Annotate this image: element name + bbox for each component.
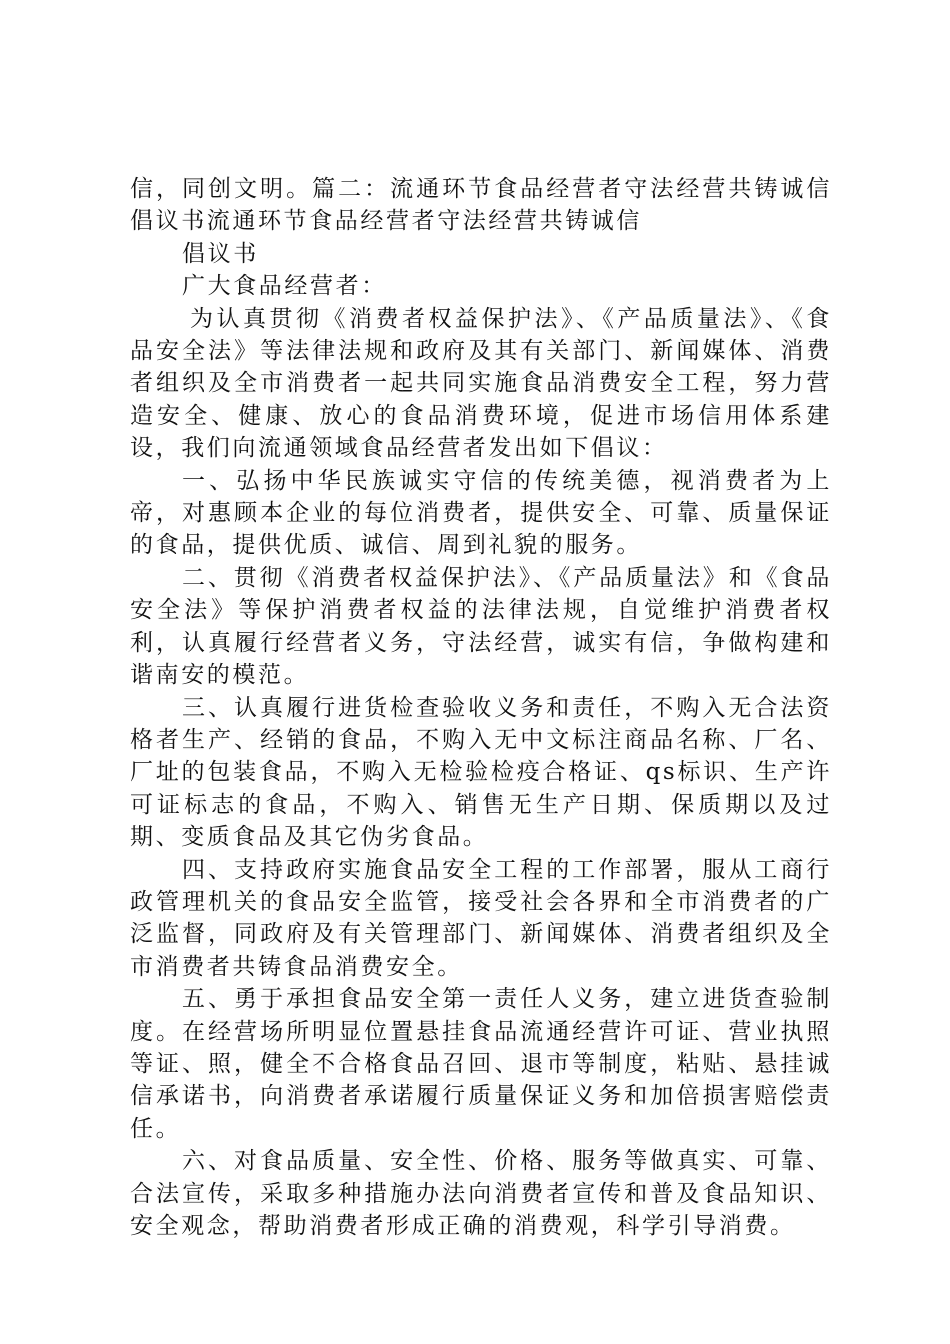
paragraph-item-3: 三、认真履行进货检查验收义务和责任，不购入无合法资格者生产、经销的食品，不购入无中文标注商品名称、厂名、厂址的包装食品，不购入无检验检疫合格证、qs标识、生产许可证标志的食品，不购入、销售无生产日期、保质期以及过期、变质食品及其它伪劣食品。 — [130, 694, 832, 851]
paragraph-item-6: 六、对食品质量、安全性、价格、服务等做真实、可靠、合法宣传，采取多种措施办法向消费者宣传和普及食品知识、安全观念，帮助消费者形成正确的消费观，科学引导消费。 — [130, 1148, 832, 1239]
paragraph-item-2: 二、贯彻《消费者权益保护法》、《产品质量法》和《食品安全法》等保护消费者权益的法律法规，自觉维护消费者权利，认真履行经营者义务，守法经营，诚实有信，争做构建和谐南安的模范。 — [130, 564, 832, 689]
document-body — [130, 173, 832, 1242]
paragraph-intro: 为认真贯彻《消费者权益保护法》、《产品质量法》、《食品安全法》等法律法规和政府及其有关部门、新闻媒体、消费者组织及全市消费者一起共同实施食品消费安全工程，努力营造安全、健康、放心的食品消费环境，促进市场信用体系建设，我们向流通领域食品经营者发出如下倡议： — [130, 305, 832, 462]
paragraph-item-1: 一、弘扬中华民族诚实守信的传统美德，视消费者为上帝，对惠顾本企业的每位消费者，提供安全、可靠、质量保证的食品，提供优质、诚信、周到礼貌的服务。 — [130, 467, 832, 559]
paragraph-item-4: 四、支持政府实施食品安全工程的工作部署，服从工商行政管理机关的食品安全监管，接受社会各界和全市消费者的广泛监督，同政府及有关管理部门、新闻媒体、消费者组织及全市消费者共铸食品消费安全。 — [130, 856, 832, 980]
paragraph-salutation: 广大食品经营者： — [182, 273, 387, 300]
paragraph-heading: 倡议书 — [182, 240, 259, 267]
paragraph-item-5: 五、勇于承担食品安全第一责任人义务，建立进货查验制度。在经营场所明显位置悬挂食品流通经营许可证、营业执照等证、照，健全不合格食品召回、退市等制度，粘贴、悬挂诚信承诺书，向消费者承诺履行质量保证义务和加倍损害赔偿责任。 — [130, 986, 832, 1142]
paragraph-continuation: 信，同创文明。篇二：流通环节食品经营者守法经营共铸诚信倡议书流通环节食品经营者守法经营共铸诚信 — [130, 176, 832, 235]
